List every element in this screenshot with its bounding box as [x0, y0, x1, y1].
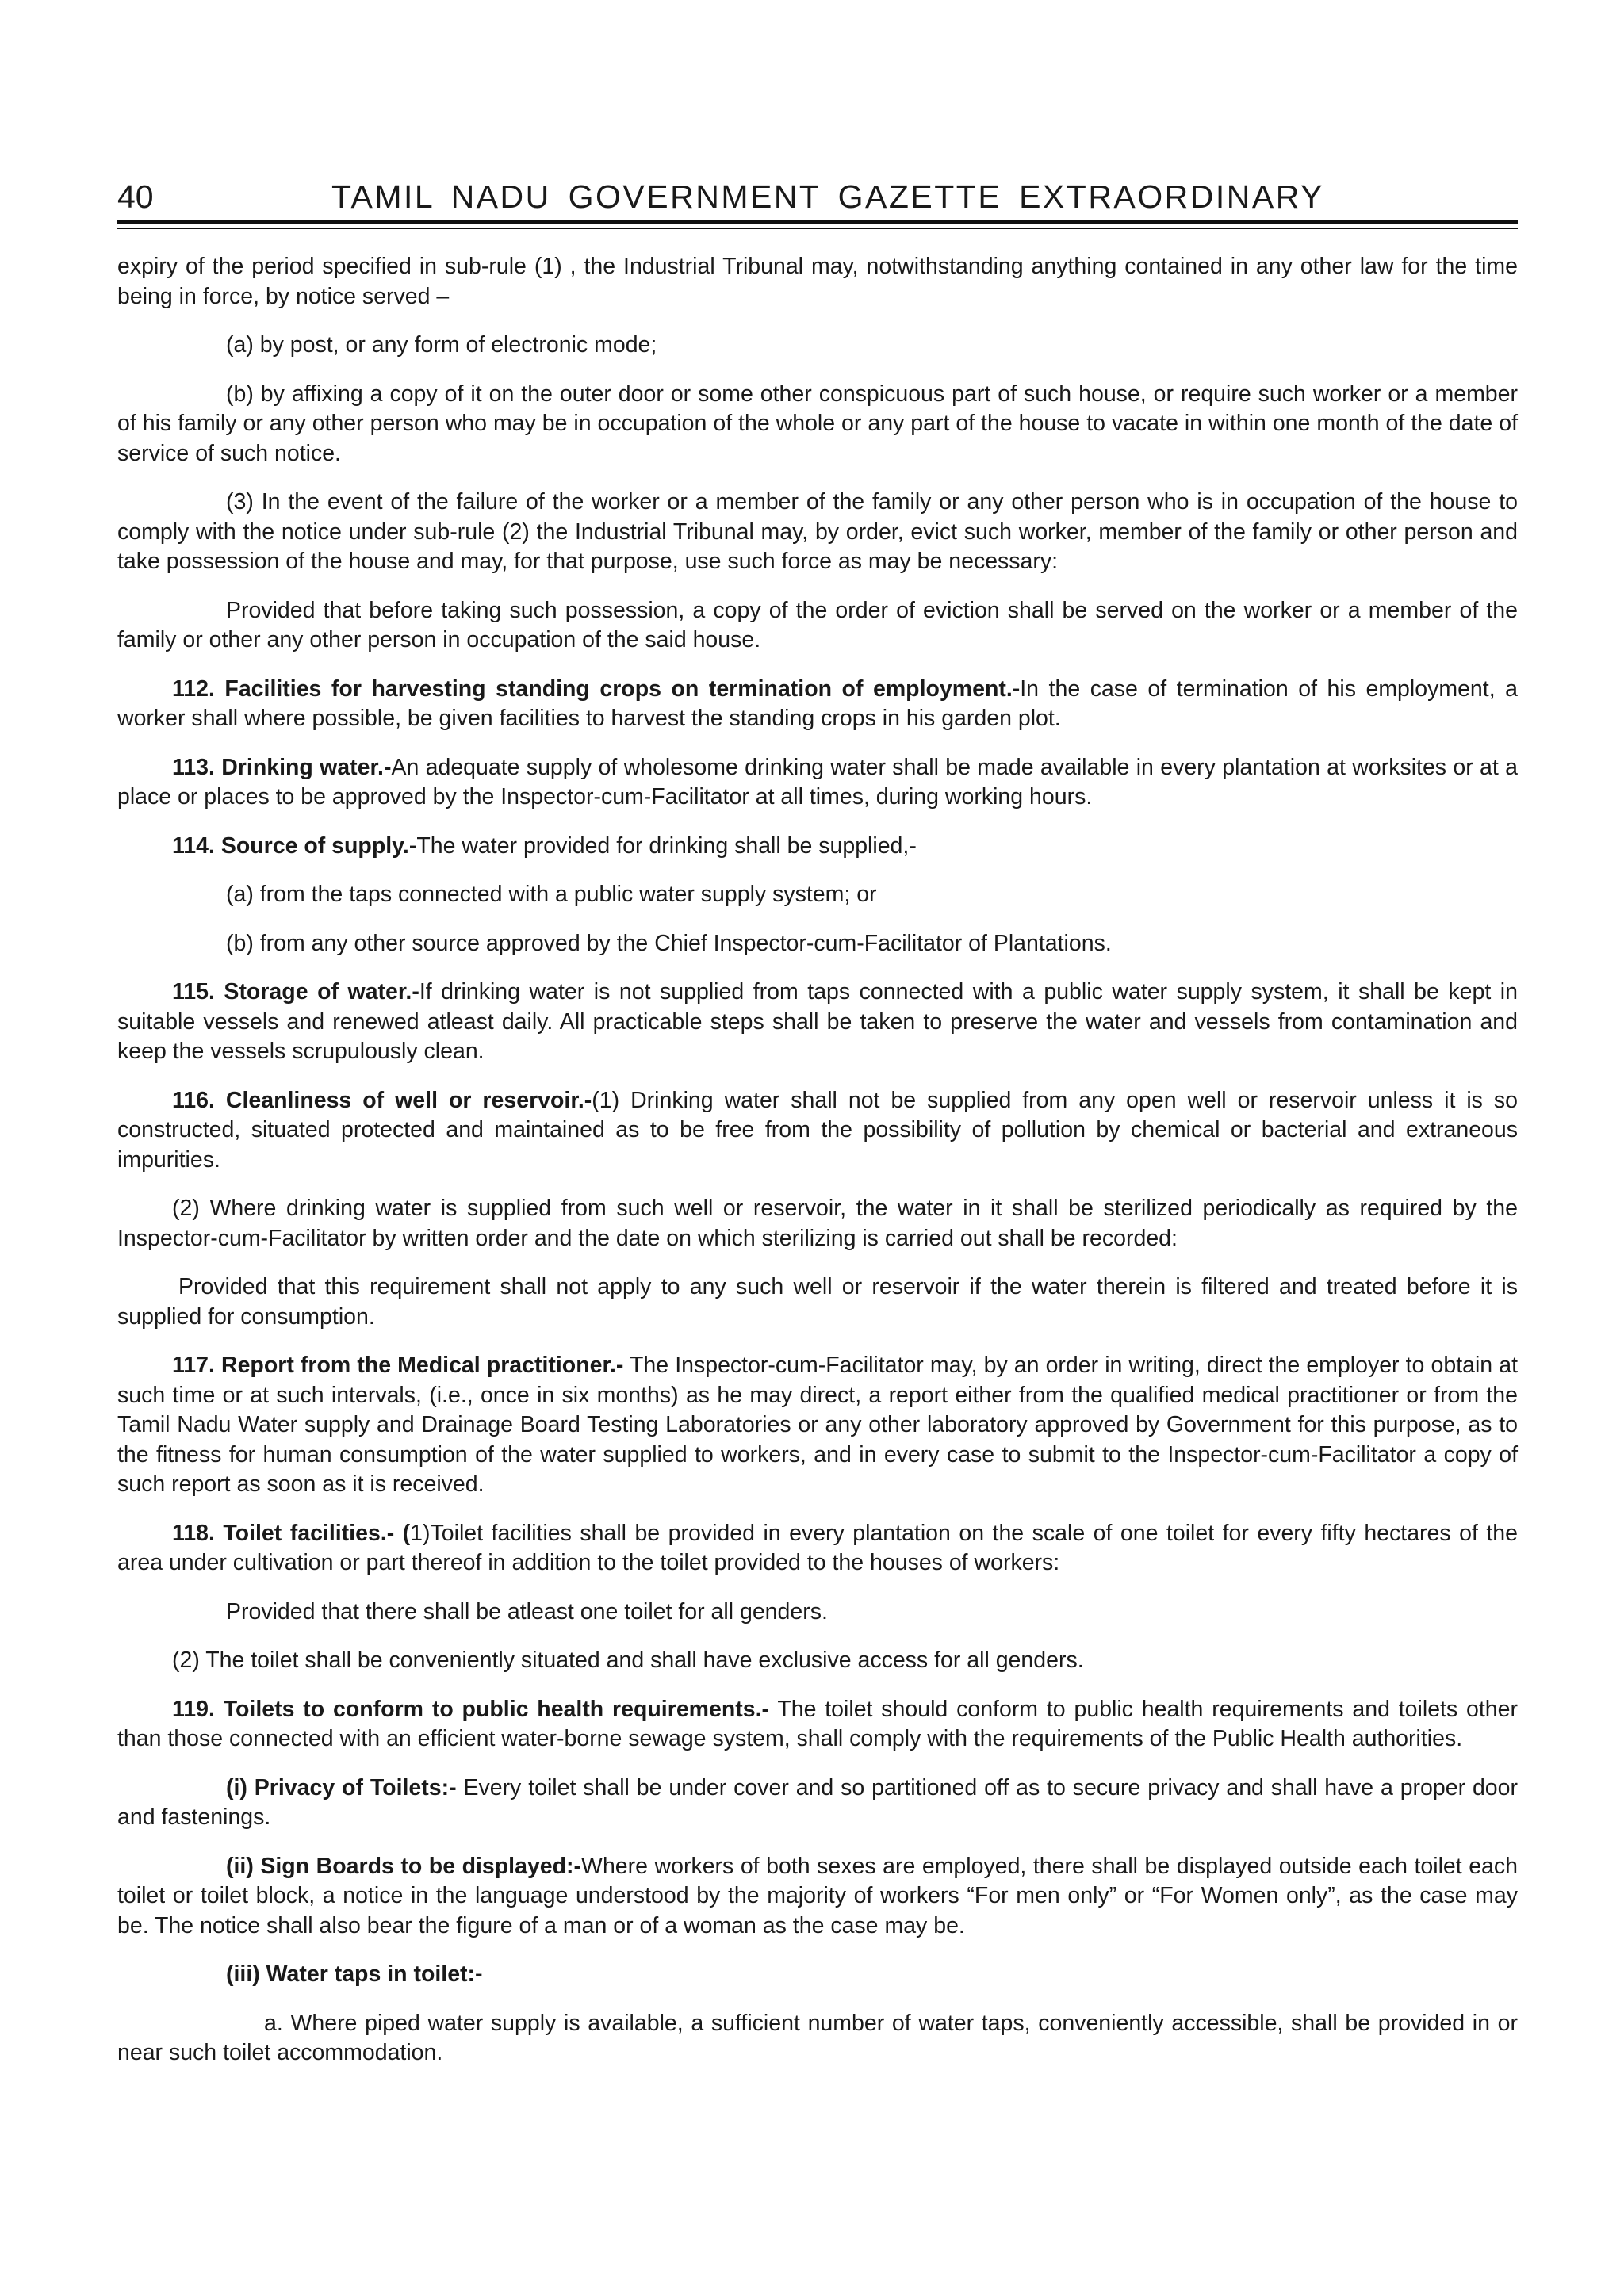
section-heading: (ii) Sign Boards to be displayed:-	[226, 1853, 582, 1879]
paragraph-text: (2) The toilet shall be conveniently situated and shall have exclusive access for all genders.	[172, 1647, 1084, 1673]
page-number: 40	[117, 178, 154, 215]
body-paragraph	[117, 380, 1518, 469]
section-heading: 116. Cleanliness of well or reservoir.-	[172, 1087, 592, 1113]
paragraph-text: 1)Toilet facilities shall be provided in every plantation on the scale of one toilet for every fifty hectares of the area under cultivation or part thereof in addition to the toilet provided to the houses of workers:	[117, 1520, 1518, 1575]
paragraph-text: Provided that there shall be atleast one toilet for all genders.	[226, 1598, 828, 1624]
section-paragraph	[117, 1960, 1518, 1990]
body-paragraph	[117, 1194, 1518, 1253]
section-heading: 114. Source of supply.-	[172, 832, 417, 859]
paragraph-text: If drinking water is not supplied from taps connected with a public water supply system, it shall be kept in suitable vessels and renewed atleast daily. All practicable steps shall be taken to preserve the water and vessels from contamination and keep the vessels scrupulously clean.	[117, 979, 1518, 1064]
paragraph-text: The water provided for drinking shall be supplied,-	[416, 832, 917, 859]
section-heading: 113. Drinking water.-	[172, 754, 392, 780]
section-heading: 115. Storage of water.-	[172, 979, 419, 1004]
body-paragraph	[117, 596, 1518, 656]
gazette-title: TAMIL NADU GOVERNMENT GAZETTE EXTRAORDINARY	[331, 178, 1324, 215]
paragraph-text: The toilet should conform to public health requirements and toilets other than those connected with an efficient water-borne sewage system, shall comply with the requirements of the Public Health authorities.	[117, 1696, 1518, 1751]
section-heading: (i) Privacy of Toilets:-	[226, 1774, 457, 1800]
body-paragraph	[117, 929, 1518, 959]
section-heading: 117. Report from the Medical practitioner.-	[172, 1353, 624, 1378]
body-paragraph	[117, 331, 1518, 361]
section-heading: (iii) Water taps in toilet:-	[226, 1961, 483, 1987]
section-paragraph	[117, 978, 1518, 1067]
paragraph-text: expiry of the period specified in sub-rule (1) , the Industrial Tribunal may, notwithstanding anything contained in any other law for the time being in force, by notice served –	[117, 254, 1518, 309]
paragraph-text: (a) from the taps connected with a public water supply system; or	[226, 882, 877, 907]
section-paragraph	[117, 1695, 1518, 1755]
paragraph-text: (b) from any other source approved by the Chief Inspector-cum-Facilitator of Plantations.	[226, 930, 1112, 956]
document-body	[117, 252, 1518, 2087]
paragraph-text: Provided that this requirement shall not apply to any such well or reservoir if the water therein is filtered and treated before it is supplied for consumption.	[117, 1274, 1518, 1330]
section-heading: 119. Toilets to conform to public health requirements.-	[172, 1696, 770, 1722]
section-paragraph	[117, 1852, 1518, 1942]
body-paragraph	[117, 1646, 1518, 1676]
section-paragraph	[117, 1086, 1518, 1176]
header-rule-thick	[117, 220, 1518, 224]
section-paragraph	[117, 832, 1518, 862]
paragraph-text: (1) Drinking water shall not be supplied from any open well or reservoir unless it is so constructed, situated protected and maintained as to be free from the possibility of pollution by chemical or bacterial and extraneous impurities.	[117, 1087, 1518, 1173]
paragraph-text: (a) by post, or any form of electronic mode;	[226, 332, 657, 358]
paragraph-text: An adequate supply of wholesome drinking water shall be made available in every plantation at worksites or at a place or places to be approved by the Inspector-cum-Facilitator at all times, during working hours.	[117, 754, 1518, 809]
paragraph-text: (b) by affixing a copy of it on the outer door or some other conspicuous part of such house, or require such worker or a member of his family or any other person who may be in occupation of the whole or any part of the house to vacate in within one month of the date of service of such notice.	[117, 381, 1518, 466]
paragraph-text: (3) In the event of the failure of the worker or a member of the family or any other person who is in occupation of the house to comply with the notice under sub-rule (2) the Industrial Tribunal may, by order, evict such worker, member of the family or other person and take possession of the house and may, for that purpose, use such force as may be necessary:	[117, 489, 1518, 574]
paragraph-text: (2) Where drinking water is supplied from such well or reservoir, the water in it shall be sterilized periodically as required by the Inspector-cum-Facilitator by written order and the date on which sterilizing is carried out shall be recorded:	[117, 1196, 1518, 1251]
section-paragraph	[117, 1519, 1518, 1578]
header-rule-thin	[117, 228, 1518, 229]
section-paragraph	[117, 1774, 1518, 1833]
body-paragraph	[117, 1272, 1518, 1332]
paragraph-text: Every toilet shall be under cover and so partitioned off as to secure privacy and shall have a proper door and fastenings.	[117, 1774, 1518, 1830]
body-paragraph	[117, 2009, 1518, 2068]
section-paragraph	[117, 753, 1518, 813]
body-paragraph	[117, 1598, 1518, 1628]
paragraph-text: In the case of termination of his employment, a worker shall where possible, be given facilities to harvest the standing crops in his garden plot.	[117, 675, 1518, 731]
section-paragraph	[117, 1351, 1518, 1500]
body-paragraph	[117, 252, 1518, 312]
body-paragraph	[117, 488, 1518, 577]
paragraph-text: Provided that before taking such possession, a copy of the order of eviction shall be served on the worker or a member of the family or other any other person in occupation of the said house.	[117, 597, 1518, 652]
paragraph-text: Where workers of both sexes are employed, there shall be displayed outside each toilet each toilet or toilet block, a notice in the language understood by the majority of workers “For men only” or “For Women only”, as the case may be. The notice shall also bear the figure of a man or of a woman as the case may be.	[117, 1853, 1519, 1938]
page-header	[117, 173, 1518, 220]
section-paragraph	[117, 675, 1518, 734]
paragraph-text: a. Where piped water supply is available, a sufficient number of water taps, conveniently accessible, shall be provided in or near such toilet accommodation.	[117, 2010, 1518, 2065]
body-paragraph	[117, 880, 1518, 910]
section-heading: 112. Facilities for harvesting standing crops on termination of employment.-	[172, 675, 1021, 702]
section-heading: 118. Toilet facilities.- (	[172, 1520, 411, 1546]
paragraph-text: The Inspector-cum-Facilitator may, by an order in writing, direct the employer to obtain at such time or at such intervals, (i.e., once in six months) as he may direct, a report either from the qualified medical practitioner or from the Tamil Nadu Water supply and Drainage Board Testing Laboratories or any other laboratory approved by Government for this purpose, as to the fitness for human consumption of the water supplied to workers, and in every case to submit to the Inspector-cum-Facilitator a copy of such report as soon as it is received.	[117, 1353, 1518, 1497]
